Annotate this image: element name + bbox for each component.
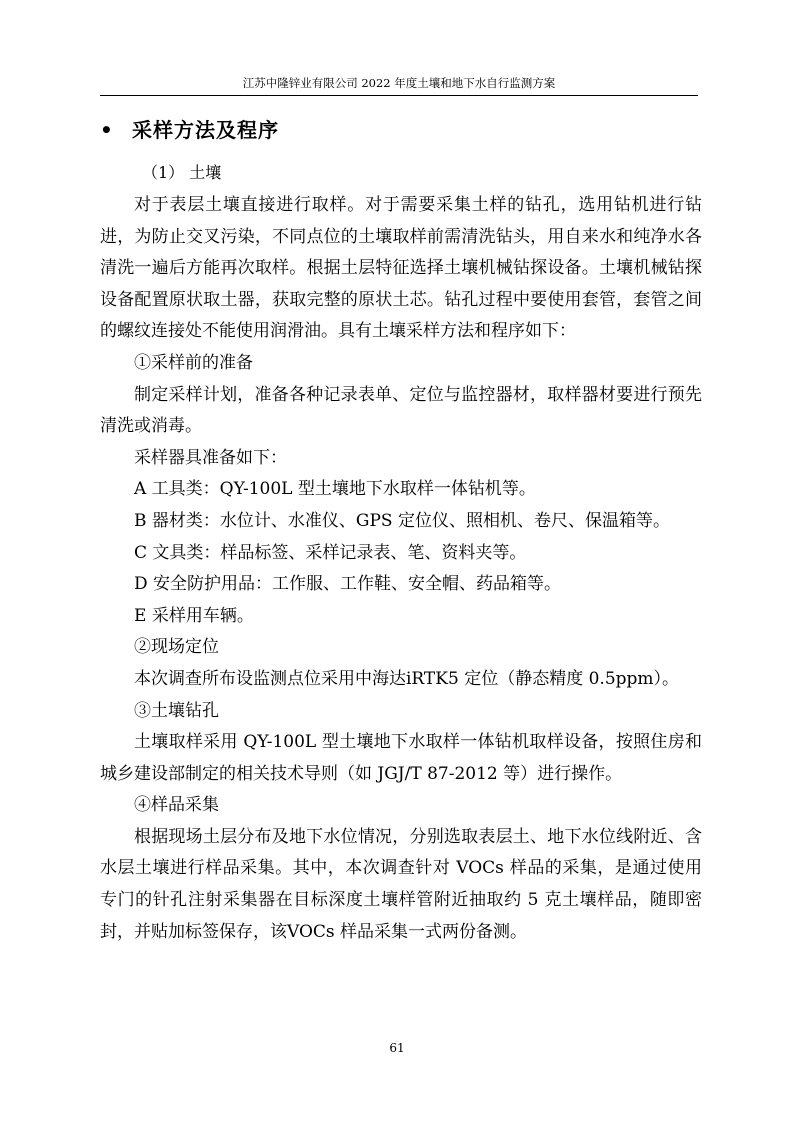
section-title: 采样方法及程序 [132, 118, 279, 142]
tool-item-c: C 文具类：样品标签、采样记录表、笔、资料夹等。 [134, 542, 527, 563]
subsection-title: （1） 土壤 [142, 163, 222, 182]
step1-paragraph: 制定采样计划，准备各种记录表单、定位与监控器材，取样器材要进行预先清洗或消毒。 [100, 384, 702, 437]
step3-paragraph: 土壤取样采用 QY-100L 型土壤地下水取样一体钻机取样设备，按照住房和城乡建设部制定的相关技术导则（如 JGJ/T 87-2012 等）进行操作。 [100, 732, 702, 784]
step2-title: ②现场定位 [134, 637, 219, 658]
page-number: 61 [389, 1041, 405, 1055]
section-heading [100, 108, 702, 152]
step4-title: ④样品采集 [134, 795, 219, 816]
tool-item-e: E 采样用车辆。 [134, 605, 254, 626]
tool-item-a: A 工具类：QY-100L 型土壤地下水取样一体钻机等。 [134, 479, 536, 500]
tools-intro: 采样器具准备如下： [134, 447, 287, 468]
tool-item-d: D 安全防护用品：工作服、工作鞋、安全帽、药品箱等。 [134, 574, 562, 595]
page-content [100, 108, 702, 948]
intro-paragraph: 对于表层土壤直接进行取样。对于需要采集土样的钻孔，选用钻机进行钻进，为防止交叉污染，不同点位的土壤取样前需清洗钻头，用自来水和纯净水各清洗一遍后方能再次取样。根据土层特征选择土壤机械钻探设备。土壤机械钻探设备配置原状取土器，获取完整的原状土芯。钻孔过程中要使用套管，套管之间的螺纹连接处不能使用润滑油。具有土壤采样方法和程序如下： [100, 195, 702, 342]
page-header [100, 75, 698, 96]
page-footer [0, 1041, 794, 1055]
bullet-icon: • [100, 118, 113, 142]
step2-paragraph: 本次调查所布设监测点位采用中海达iRTK5 定位（静态精度 0.5ppm）。 [134, 668, 680, 689]
step1-title: ①采样前的准备 [134, 352, 253, 373]
tool-item-b: B 器材类：水位计、水准仪、GPS 定位仪、照相机、卷尺、保温箱等。 [134, 510, 670, 531]
header-title: 江苏中隆锌业有限公司 2022 年度土壤和地下水自行监测方案 [242, 76, 556, 90]
step3-title: ③土壤钻孔 [134, 700, 219, 721]
step4-paragraph: 根据现场土层分布及地下水位情况，分别选取表层土、地下水位线附近、含水层土壤进行样品采集。其中，本次调查针对 VOCs 样品的采集，是通过使用专门的针孔注射采集器在目标深度土壤样管附近抽取约 5 克土壤样品，随即密封，并贴加标签保存，该VOCs 样品采集一式两份备测。 [100, 826, 702, 942]
